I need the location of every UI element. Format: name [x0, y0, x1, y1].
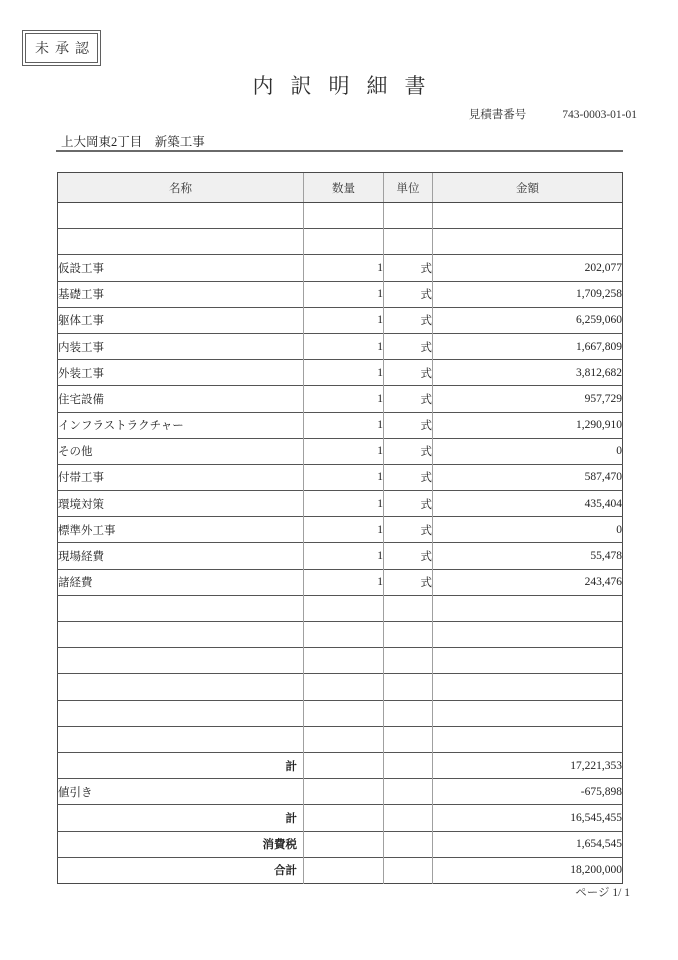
breakdown-table: [57, 172, 623, 884]
cell-name: 計: [58, 752, 304, 778]
cell-name: 躯体工事: [58, 307, 304, 333]
document-title: 内訳明細書: [252, 74, 443, 98]
cell-unit: 式: [384, 412, 433, 438]
cell-qty: [304, 622, 384, 648]
cell-amount: 202,077: [433, 255, 623, 281]
page-number: ページ 1/ 1: [575, 887, 630, 899]
cell-unit: [384, 805, 433, 831]
cell-qty: 1: [304, 517, 384, 543]
cell-unit: [384, 622, 433, 648]
cell-unit: 式: [384, 386, 433, 412]
cell-qty: 1: [304, 281, 384, 307]
cell-name: 付帯工事: [58, 464, 304, 490]
cell-amount: 17,221,353: [433, 752, 623, 778]
cell-name: インフラストラクチャー: [58, 412, 304, 438]
cell-unit: [384, 857, 433, 883]
cell-name: 基礎工事: [58, 281, 304, 307]
cell-unit: 式: [384, 491, 433, 517]
cell-qty: [304, 831, 384, 857]
table-row: [58, 438, 623, 464]
cell-amount: 957,729: [433, 386, 623, 412]
cell-name: 仮設工事: [58, 255, 304, 281]
cell-qty: 1: [304, 412, 384, 438]
quote-number-label: 見積書番号: [468, 109, 527, 121]
cell-name: その他: [58, 438, 304, 464]
table-row: [58, 752, 623, 778]
cell-qty: [304, 857, 384, 883]
unapproved-stamp-label: 未承認: [35, 42, 95, 57]
table-row: [58, 831, 623, 857]
cell-unit: 式: [384, 464, 433, 490]
table-row: [58, 203, 623, 229]
cell-name: 標準外工事: [58, 517, 304, 543]
cell-unit: [384, 648, 433, 674]
cell-amount: [433, 595, 623, 621]
cell-unit: [384, 595, 433, 621]
table-row: [58, 333, 623, 359]
table-row: [58, 805, 623, 831]
cell-name: [58, 674, 304, 700]
cell-amount: 1,667,809: [433, 333, 623, 359]
cell-qty: 1: [304, 333, 384, 359]
cell-amount: 55,478: [433, 543, 623, 569]
cell-name: [58, 229, 304, 255]
cell-name: 現場経費: [58, 543, 304, 569]
cell-name: [58, 595, 304, 621]
cell-amount: [433, 648, 623, 674]
cell-amount: 587,470: [433, 464, 623, 490]
cell-qty: [304, 752, 384, 778]
cell-amount: 435,404: [433, 491, 623, 517]
cell-amount: 1,654,545: [433, 831, 623, 857]
cell-qty: 1: [304, 464, 384, 490]
table-row: [58, 307, 623, 333]
quote-number-value: 743-0003-01-01: [562, 109, 637, 121]
table-row: [58, 700, 623, 726]
cell-name: 外装工事: [58, 360, 304, 386]
cell-qty: [304, 779, 384, 805]
table-row: [58, 517, 623, 543]
cell-amount: 0: [433, 438, 623, 464]
cell-unit: 式: [384, 438, 433, 464]
project-name: 上大岡東2丁目 新築工事: [61, 135, 205, 149]
table-row: [58, 543, 623, 569]
cell-qty: [304, 805, 384, 831]
cell-unit: 式: [384, 281, 433, 307]
cell-unit: 式: [384, 360, 433, 386]
table-row: [58, 386, 623, 412]
cell-unit: 式: [384, 517, 433, 543]
table-header-qty: 数量: [304, 173, 384, 203]
cell-name: 値引き: [58, 779, 304, 805]
cell-amount: 18,200,000: [433, 857, 623, 883]
cell-qty: 1: [304, 569, 384, 595]
cell-qty: [304, 203, 384, 229]
table-row: [58, 726, 623, 752]
table-row: [58, 674, 623, 700]
cell-unit: [384, 700, 433, 726]
table-row: [58, 229, 623, 255]
cell-unit: [384, 752, 433, 778]
cell-unit: 式: [384, 543, 433, 569]
cell-qty: 1: [304, 255, 384, 281]
table-header-row: [58, 173, 623, 203]
cell-name: [58, 726, 304, 752]
cell-qty: [304, 726, 384, 752]
cell-name: 合計: [58, 857, 304, 883]
table-header-amount: 金額: [433, 173, 623, 203]
cell-unit: [384, 203, 433, 229]
table-row: [58, 255, 623, 281]
cell-name: 諸経費: [58, 569, 304, 595]
unapproved-stamp: [22, 30, 101, 66]
cell-qty: [304, 648, 384, 674]
project-underline: [56, 150, 623, 152]
cell-name: 内装工事: [58, 333, 304, 359]
table-row: [58, 779, 623, 805]
cell-unit: [384, 779, 433, 805]
table-row: [58, 491, 623, 517]
cell-name: 計: [58, 805, 304, 831]
cell-amount: [433, 700, 623, 726]
cell-name: [58, 622, 304, 648]
table-row: [58, 360, 623, 386]
cell-qty: 1: [304, 307, 384, 333]
cell-amount: 3,812,682: [433, 360, 623, 386]
cell-amount: [433, 203, 623, 229]
cell-unit: 式: [384, 333, 433, 359]
table-header-name: 名称: [58, 173, 304, 203]
table-header-unit: 単位: [384, 173, 433, 203]
table-row: [58, 464, 623, 490]
cell-amount: 16,545,455: [433, 805, 623, 831]
cell-unit: 式: [384, 255, 433, 281]
cell-amount: [433, 674, 623, 700]
cell-unit: [384, 674, 433, 700]
cell-unit: [384, 831, 433, 857]
cell-amount: 1,290,910: [433, 412, 623, 438]
cell-unit: 式: [384, 307, 433, 333]
cell-amount: -675,898: [433, 779, 623, 805]
cell-qty: [304, 700, 384, 726]
cell-name: [58, 648, 304, 674]
table-row: [58, 412, 623, 438]
table-row: [58, 569, 623, 595]
cell-qty: 1: [304, 543, 384, 569]
quote-number-row: [469, 106, 637, 122]
cell-name: [58, 203, 304, 229]
cell-unit: [384, 726, 433, 752]
cell-name: 住宅設備: [58, 386, 304, 412]
cell-name: 消費税: [58, 831, 304, 857]
cell-qty: 1: [304, 386, 384, 412]
cell-amount: 0: [433, 517, 623, 543]
cell-name: 環境対策: [58, 491, 304, 517]
cell-qty: [304, 229, 384, 255]
cell-name: [58, 700, 304, 726]
cell-qty: 1: [304, 491, 384, 517]
table-row: [58, 595, 623, 621]
cell-amount: 243,476: [433, 569, 623, 595]
cell-qty: 1: [304, 360, 384, 386]
cell-qty: 1: [304, 438, 384, 464]
cell-amount: 6,259,060: [433, 307, 623, 333]
cell-unit: 式: [384, 569, 433, 595]
cell-amount: [433, 622, 623, 648]
cell-unit: [384, 229, 433, 255]
table-row: [58, 648, 623, 674]
table-row: [58, 857, 623, 883]
cell-qty: [304, 674, 384, 700]
table-row: [58, 622, 623, 648]
cell-qty: [304, 595, 384, 621]
cell-amount: [433, 229, 623, 255]
table-row: [58, 281, 623, 307]
cell-amount: 1,709,258: [433, 281, 623, 307]
cell-amount: [433, 726, 623, 752]
